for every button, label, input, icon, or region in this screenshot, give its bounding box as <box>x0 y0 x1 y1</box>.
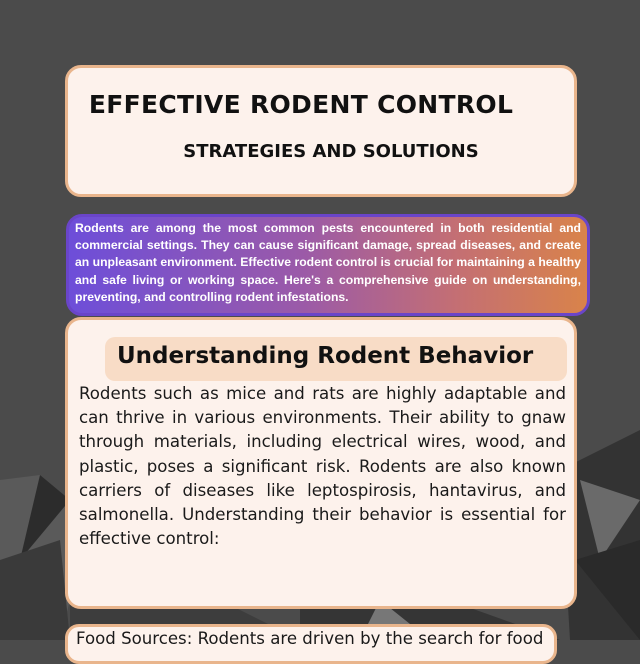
section-heading: Understanding Rodent Behavior <box>105 337 567 381</box>
main-title: EFFECTIVE RODENT CONTROL <box>88 90 514 119</box>
section-body: Rodents such as mice and rats are highly adaptable and can thrive in various environments. Their ability to gnaw through materials, including electrical wires, wood, and plastic, poses a significant risk. Rodents are also known carriers of diseases like leptospirosis, hantavirus, and salmonella. Understanding their behavior is essential for effective control: <box>79 384 566 549</box>
behavior-card <box>65 317 577 609</box>
intro-text: Rodents are among the most common pests encountered in both residential and commercial settings. They can cause significant damage, spread diseases, and create an unpleasant environment. Effective rodent control is crucial for maintaining a healthy and safe living or working space. Here's a comprehensive guide on understanding, preventing, and controlling rodent infestations. <box>66 214 590 316</box>
food-sources-card: Food Sources: Rodents are driven by the search for food <box>65 624 557 664</box>
subtitle: STRATEGIES AND SOLUTIONS <box>183 141 479 162</box>
title-card <box>65 65 577 197</box>
